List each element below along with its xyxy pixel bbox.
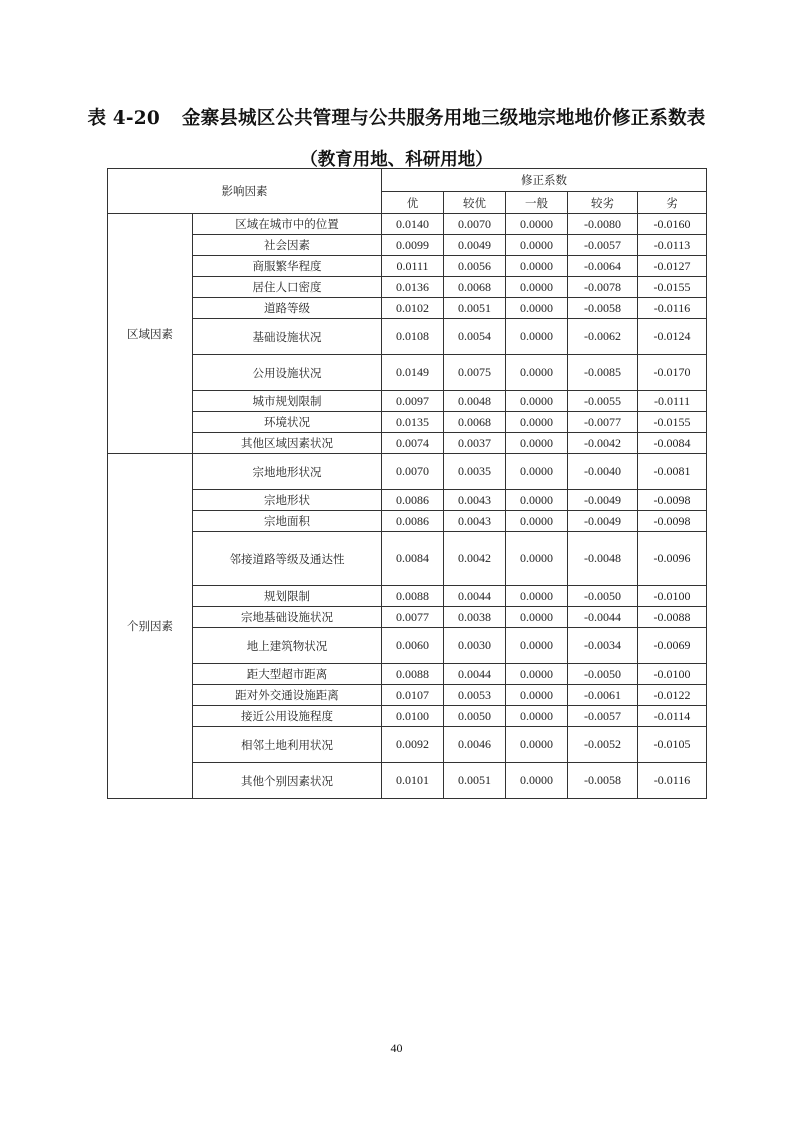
coefficient-cell: -0.0155 — [638, 412, 707, 433]
coefficient-cell: 0.0101 — [382, 763, 444, 799]
table-row — [108, 214, 707, 235]
coefficient-cell: 0.0056 — [444, 256, 506, 277]
coefficient-cell: 0.0042 — [444, 532, 506, 586]
factor-cell: 宗地形状 — [193, 490, 382, 511]
table-row — [108, 454, 707, 490]
table-row — [108, 319, 707, 355]
coefficient-cell: -0.0155 — [638, 277, 707, 298]
table-row — [108, 607, 707, 628]
table-row — [108, 277, 707, 298]
coefficient-cell: 0.0108 — [382, 319, 444, 355]
factor-cell: 区域在城市中的位置 — [193, 214, 382, 235]
coefficient-cell: 0.0000 — [506, 391, 568, 412]
coefficient-cell: -0.0050 — [568, 664, 638, 685]
coefficient-cell: 0.0088 — [382, 586, 444, 607]
coefficient-cell: 0.0149 — [382, 355, 444, 391]
factor-cell: 公用设施状况 — [193, 355, 382, 391]
table-row — [108, 727, 707, 763]
coefficient-cell: 0.0107 — [382, 685, 444, 706]
coefficient-cell: 0.0043 — [444, 490, 506, 511]
factor-cell: 宗地基础设施状况 — [193, 607, 382, 628]
coefficient-cell: 0.0000 — [506, 607, 568, 628]
coefficient-cell: -0.0116 — [638, 298, 707, 319]
factor-cell: 邻接道路等级及通达性 — [193, 532, 382, 586]
coefficient-cell: -0.0098 — [638, 490, 707, 511]
coefficient-cell: 0.0035 — [444, 454, 506, 490]
coefficient-cell: 0.0000 — [506, 586, 568, 607]
coefficient-cell: -0.0081 — [638, 454, 707, 490]
factor-cell: 基础设施状况 — [193, 319, 382, 355]
coefficient-cell: -0.0111 — [638, 391, 707, 412]
coefficient-cell: -0.0100 — [638, 664, 707, 685]
table-title — [0, 104, 793, 130]
coefficient-cell: 0.0000 — [506, 256, 568, 277]
coefficient-cell: 0.0070 — [382, 454, 444, 490]
coefficient-cell: -0.0069 — [638, 628, 707, 664]
coefficient-cell: -0.0052 — [568, 727, 638, 763]
coefficient-cell: -0.0058 — [568, 763, 638, 799]
coefficient-cell: -0.0057 — [568, 706, 638, 727]
coefficient-cell: 0.0049 — [444, 235, 506, 256]
table-subtitle: （教育用地、科研用地） — [300, 150, 493, 170]
coefficient-cell: -0.0160 — [638, 214, 707, 235]
table-row — [108, 256, 707, 277]
table-row — [108, 355, 707, 391]
coefficient-cell: -0.0042 — [568, 433, 638, 454]
coefficient-cell: 0.0000 — [506, 490, 568, 511]
correction-coefficient-table — [107, 168, 707, 799]
coefficient-cell: 0.0068 — [444, 412, 506, 433]
coefficient-cell: -0.0078 — [568, 277, 638, 298]
coefficient-cell: 0.0000 — [506, 664, 568, 685]
coefficient-cell: 0.0068 — [444, 277, 506, 298]
factor-cell: 城市规划限制 — [193, 391, 382, 412]
grade-header: 优 — [382, 192, 444, 214]
coefficient-cell: 0.0044 — [444, 586, 506, 607]
factor-cell: 距对外交通设施距离 — [193, 685, 382, 706]
coefficient-cell: -0.0122 — [638, 685, 707, 706]
coefficient-cell: -0.0034 — [568, 628, 638, 664]
coefficient-cell: 0.0054 — [444, 319, 506, 355]
coefficient-cell: 0.0075 — [444, 355, 506, 391]
coefficient-cell: 0.0000 — [506, 433, 568, 454]
coefficient-cell: -0.0098 — [638, 511, 707, 532]
coefficient-cell: 0.0048 — [444, 391, 506, 412]
coefficient-cell: 0.0086 — [382, 511, 444, 532]
coefficient-cell: -0.0088 — [638, 607, 707, 628]
coefficient-cell: 0.0044 — [444, 664, 506, 685]
coefficient-cell: -0.0057 — [568, 235, 638, 256]
coefficient-cell: 0.0084 — [382, 532, 444, 586]
table-row — [108, 412, 707, 433]
coefficient-cell: 0.0088 — [382, 664, 444, 685]
factor-cell: 其他个别因素状况 — [193, 763, 382, 799]
coefficient-cell: 0.0030 — [444, 628, 506, 664]
coefficient-cell: -0.0077 — [568, 412, 638, 433]
table-title-text: 金寨县城区公共管理与公共服务用地三级地宗地地价修正系数表 — [181, 108, 706, 129]
factor-cell: 商服繁华程度 — [193, 256, 382, 277]
grade-header: 较优 — [444, 192, 506, 214]
coefficient-cell: 0.0070 — [444, 214, 506, 235]
coefficient-header: 修正系数 — [382, 169, 707, 192]
coefficient-cell: 0.0053 — [444, 685, 506, 706]
coefficient-cell: -0.0049 — [568, 511, 638, 532]
coefficient-cell: -0.0170 — [638, 355, 707, 391]
table-row — [108, 664, 707, 685]
factor-cell: 接近公用设施程度 — [193, 706, 382, 727]
coefficient-cell: -0.0124 — [638, 319, 707, 355]
coefficient-cell: 0.0050 — [444, 706, 506, 727]
coefficient-cell: 0.0000 — [506, 355, 568, 391]
coefficient-cell: 0.0100 — [382, 706, 444, 727]
factor-cell: 宗地面积 — [193, 511, 382, 532]
coefficient-cell: -0.0114 — [638, 706, 707, 727]
coefficient-cell: -0.0105 — [638, 727, 707, 763]
coefficient-cell: 0.0046 — [444, 727, 506, 763]
coefficient-cell: -0.0058 — [568, 298, 638, 319]
coefficient-cell: 0.0074 — [382, 433, 444, 454]
coefficient-cell: 0.0102 — [382, 298, 444, 319]
coefficient-cell: 0.0000 — [506, 511, 568, 532]
coefficient-cell: 0.0092 — [382, 727, 444, 763]
table-number: 表 4-20 — [87, 108, 160, 129]
coefficient-cell: 0.0000 — [506, 235, 568, 256]
coefficient-cell: -0.0084 — [638, 433, 707, 454]
table-row — [108, 706, 707, 727]
coefficient-cell: -0.0100 — [638, 586, 707, 607]
coefficient-cell: 0.0000 — [506, 685, 568, 706]
table-row — [108, 298, 707, 319]
coefficient-cell: -0.0116 — [638, 763, 707, 799]
factor-cell: 环境状况 — [193, 412, 382, 433]
factor-header: 影响因素 — [108, 169, 382, 214]
coefficient-cell: 0.0037 — [444, 433, 506, 454]
table-row — [108, 763, 707, 799]
coefficient-cell: 0.0000 — [506, 277, 568, 298]
factor-cell: 相邻土地利用状况 — [193, 727, 382, 763]
factor-cell: 居住人口密度 — [193, 277, 382, 298]
grade-header: 较劣 — [568, 192, 638, 214]
table-row — [108, 586, 707, 607]
coefficient-cell: -0.0055 — [568, 391, 638, 412]
factor-cell: 宗地地形状况 — [193, 454, 382, 490]
coefficient-cell: -0.0048 — [568, 532, 638, 586]
coefficient-cell: 0.0099 — [382, 235, 444, 256]
coefficient-cell: 0.0140 — [382, 214, 444, 235]
table-row — [108, 490, 707, 511]
coefficient-cell: 0.0111 — [382, 256, 444, 277]
factor-cell: 社会因素 — [193, 235, 382, 256]
coefficient-cell: 0.0051 — [444, 298, 506, 319]
coefficient-cell: 0.0043 — [444, 511, 506, 532]
table-row — [108, 685, 707, 706]
coefficient-cell: -0.0040 — [568, 454, 638, 490]
coefficient-cell: 0.0086 — [382, 490, 444, 511]
coefficient-cell: 0.0000 — [506, 319, 568, 355]
coefficient-cell: -0.0049 — [568, 490, 638, 511]
factor-cell: 其他区域因素状况 — [193, 433, 382, 454]
coefficient-cell: -0.0096 — [638, 532, 707, 586]
grade-header: 劣 — [638, 192, 707, 214]
coefficient-cell: -0.0050 — [568, 586, 638, 607]
coefficient-cell: 0.0000 — [506, 763, 568, 799]
group-label: 区域因素 — [108, 214, 193, 454]
page-number: 40 — [390, 1041, 403, 1055]
coefficient-cell: 0.0000 — [506, 727, 568, 763]
coefficient-cell: 0.0000 — [506, 298, 568, 319]
factor-cell: 道路等级 — [193, 298, 382, 319]
coefficient-cell: -0.0113 — [638, 235, 707, 256]
table-row — [108, 532, 707, 586]
coefficient-cell: 0.0000 — [506, 412, 568, 433]
header-row — [108, 169, 707, 192]
grade-header: 一般 — [506, 192, 568, 214]
coefficient-cell: -0.0044 — [568, 607, 638, 628]
coefficient-cell: 0.0038 — [444, 607, 506, 628]
table-row — [108, 433, 707, 454]
table-row — [108, 235, 707, 256]
coefficient-cell: 0.0135 — [382, 412, 444, 433]
coefficient-cell: 0.0000 — [506, 706, 568, 727]
coefficient-cell: -0.0064 — [568, 256, 638, 277]
coefficient-cell: 0.0000 — [506, 214, 568, 235]
coefficient-cell: 0.0000 — [506, 532, 568, 586]
coefficient-cell: -0.0085 — [568, 355, 638, 391]
coefficient-cell: 0.0060 — [382, 628, 444, 664]
table-row — [108, 511, 707, 532]
coefficient-cell: -0.0062 — [568, 319, 638, 355]
coefficient-cell: 0.0077 — [382, 607, 444, 628]
table-row — [108, 628, 707, 664]
coefficient-cell: 0.0136 — [382, 277, 444, 298]
coefficient-cell: -0.0061 — [568, 685, 638, 706]
coefficient-cell: 0.0000 — [506, 628, 568, 664]
factor-cell: 距大型超市距离 — [193, 664, 382, 685]
coefficient-cell: -0.0127 — [638, 256, 707, 277]
table-row — [108, 391, 707, 412]
coefficient-cell: -0.0080 — [568, 214, 638, 235]
coefficient-cell: 0.0097 — [382, 391, 444, 412]
coefficient-cell: 0.0000 — [506, 454, 568, 490]
factor-cell: 地上建筑物状况 — [193, 628, 382, 664]
coefficient-cell: 0.0051 — [444, 763, 506, 799]
factor-cell: 规划限制 — [193, 586, 382, 607]
group-label: 个别因素 — [108, 454, 193, 799]
